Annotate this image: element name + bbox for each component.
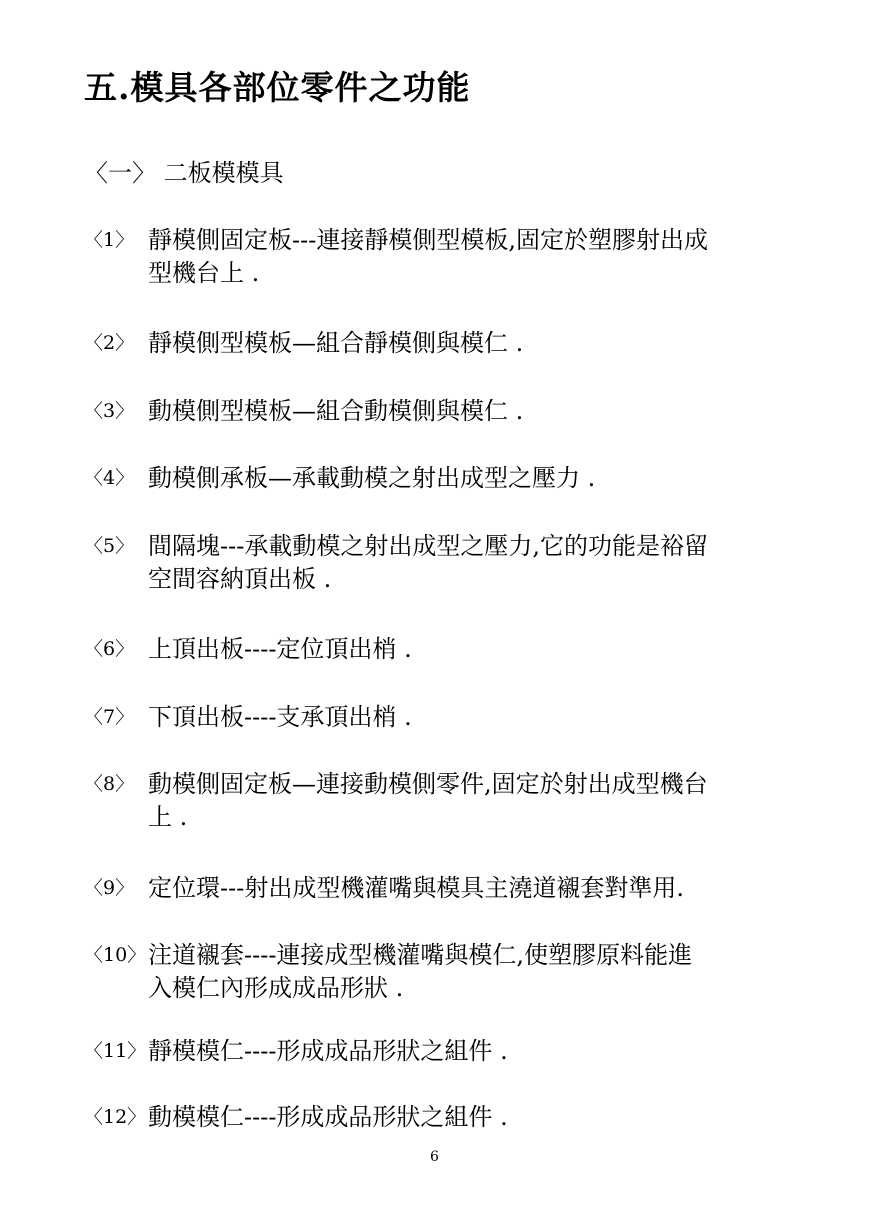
item-text-line: 上頂出板----定位頂出梢 . — [148, 635, 412, 663]
page-number: 6 — [430, 1149, 439, 1165]
item-number: 〈12〉 — [84, 1106, 147, 1128]
item-text-line: 入模仁內形成成品形狀 . — [148, 974, 404, 1002]
item-text — [148, 327, 788, 360]
item-text — [148, 1035, 788, 1068]
item-text — [148, 462, 788, 495]
item-text-line: 下頂出板----支承頂出梢 . — [148, 703, 412, 731]
item-text-line: 動模模仁----形成成品形狀之組件 . — [148, 1103, 508, 1131]
item-text — [148, 701, 788, 734]
item-number: 〈10〉 — [84, 944, 147, 966]
item-text-line: 注道襯套----連接成型機灌嘴與模仁,使塑膠原料能進 — [148, 941, 693, 969]
item-number: 〈9〉 — [84, 877, 135, 899]
item-text — [148, 224, 788, 290]
item-text-line: 靜模模仁----形成成品形狀之組件 . — [148, 1037, 508, 1065]
item-number: 〈5〉 — [84, 535, 135, 557]
page-heading: 五.模具各部位零件之功能 — [84, 68, 471, 107]
item-text-line: 靜模側固定板---連接靜模側型模板,固定於塑膠射出成 — [148, 226, 708, 254]
item-number: 〈4〉 — [84, 467, 135, 489]
item-text — [148, 530, 788, 596]
item-number: 〈2〉 — [84, 332, 135, 354]
item-text-line: 動模側型模板—組合動模側與模仁 . — [148, 397, 524, 425]
item-text-line: 動模側固定板—連接動模側零件,固定於射出成型機台 — [148, 770, 708, 798]
item-number: 〈3〉 — [84, 400, 135, 422]
item-text — [148, 633, 788, 666]
item-text-line: 空間容納頂出板 . — [148, 565, 332, 593]
item-text — [148, 768, 788, 834]
item-text-line: 動模側承板—承載動模之射出成型之壓力 . — [148, 464, 596, 492]
item-text-line: 型機台上 . — [148, 259, 260, 287]
item-text-line: 定位環---射出成型機灌嘴與模具主澆道襯套對準用. — [148, 874, 684, 902]
item-text — [148, 872, 788, 905]
item-number: 〈11〉 — [84, 1040, 147, 1062]
item-number: 〈7〉 — [84, 706, 135, 728]
section-title: 〈一〉 二板模模具 — [84, 159, 284, 187]
item-text — [148, 1101, 788, 1134]
item-text-line: 上 . — [148, 803, 188, 831]
item-text-line: 靜模側型模板—組合靜模側與模仁 . — [148, 329, 524, 357]
item-number: 〈1〉 — [84, 229, 135, 251]
item-text-line: 間隔塊---承載動模之射出成型之壓力,它的功能是裕留 — [148, 532, 708, 560]
item-text — [148, 395, 788, 428]
item-number: 〈6〉 — [84, 638, 135, 660]
item-number: 〈8〉 — [84, 773, 135, 795]
item-text — [148, 939, 788, 1005]
